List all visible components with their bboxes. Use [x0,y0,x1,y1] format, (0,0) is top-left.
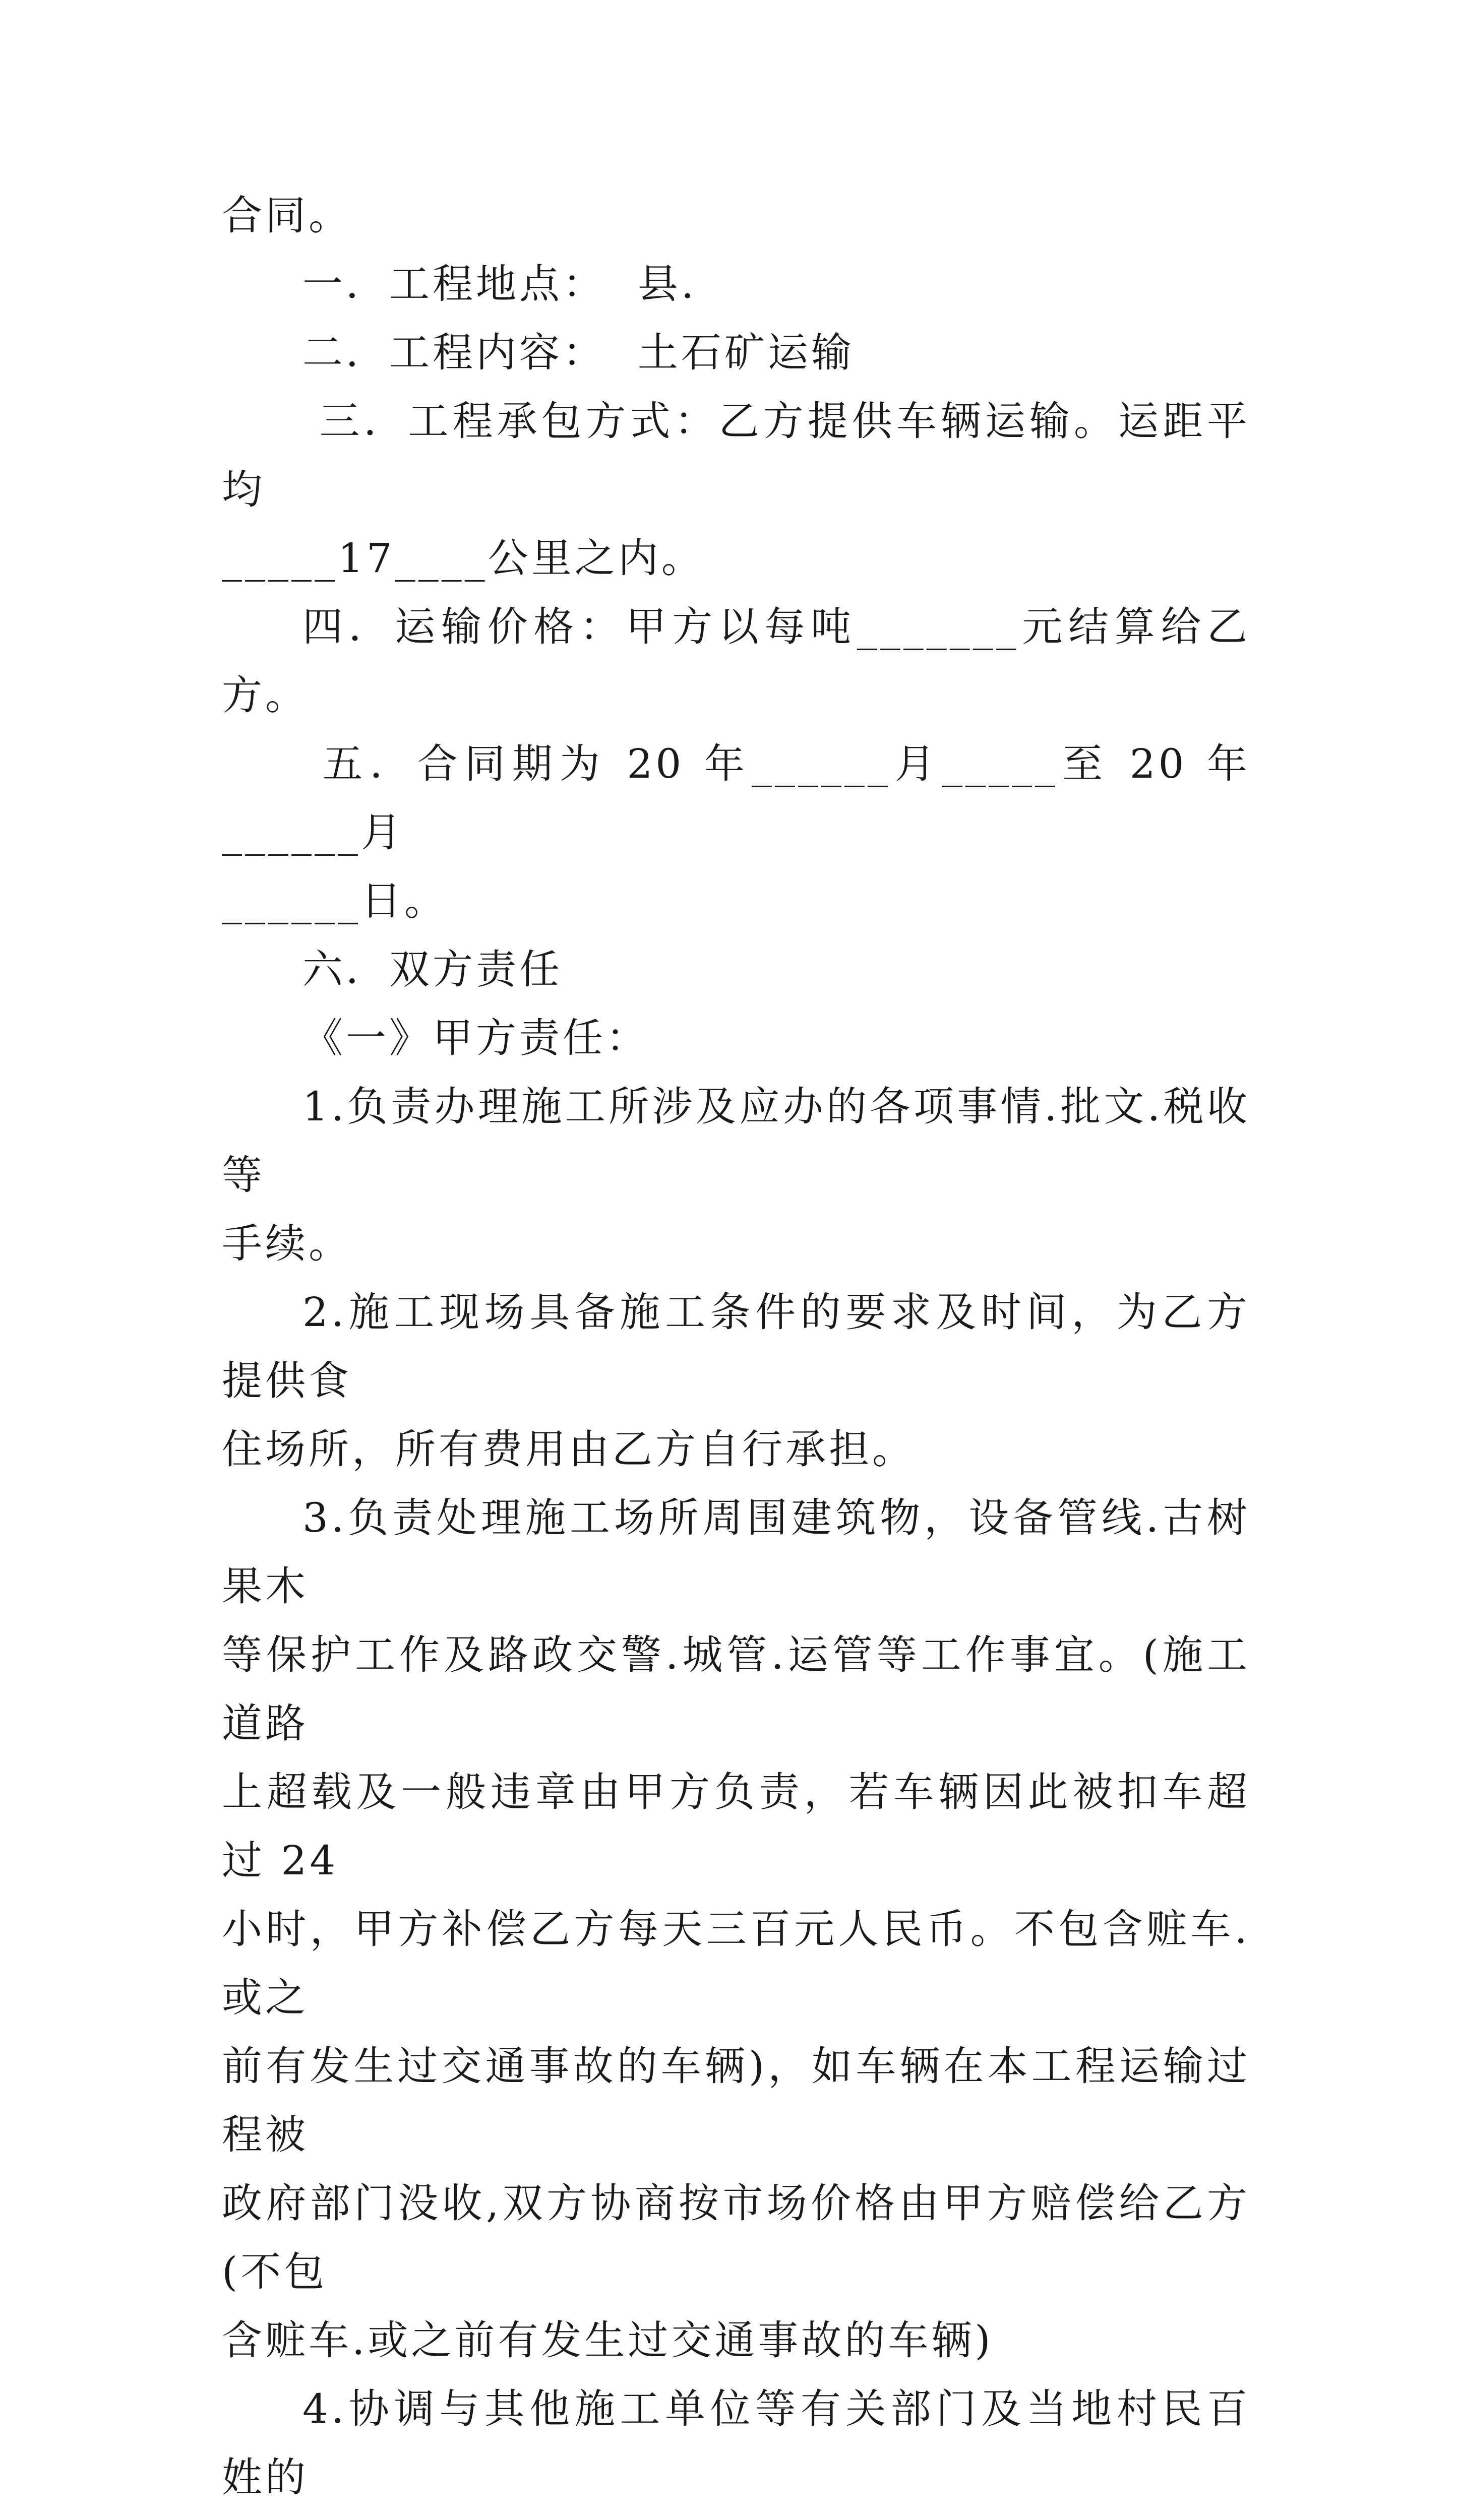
contract-body [222,181,1250,2520]
text-line: 等保护工作及路政交警.城管.运管等工作事宜。(施工道路 [222,1631,1250,1747]
section-heading: 六．双方责任 [302,946,563,993]
text-line: 前有发生过交通事故的车辆)，如车辆在本工程运输过程被 [222,2043,1250,2158]
text-line: 4.协调与其他施工单位等有关部门及当地村民百姓的 [222,2385,1250,2501]
text-line: 二．工程内容： 土石矿运输 [302,329,855,376]
text-line: 三．工程承包方式：乙方提供车辆运输。运距平均 [222,398,1251,513]
text-line: 五．合同期为 20 年______月_____至 20 年______月 [222,740,1250,856]
text-line: 一．工程地点： 县. [302,261,697,307]
subsection-heading: 《一》甲方责任： [302,1015,649,1061]
text-line: 政府部门没收,双方协商按市场价格由甲方赔偿给乙方(不包 [222,2180,1250,2295]
text-line [222,2512,1250,2520]
text-line: 上超载及一般违章由甲方负责，若车辆因此被扣车超过 24 [222,1769,1250,1884]
text-line: 合同。 [222,192,352,239]
text-line: 1.负责办理施工所涉及应办的各项事情.批文.税收等 [222,1083,1250,1199]
text-line: 含赃车.或之前有发生过交通事故的车辆) [222,2317,994,2364]
text-line: 2.施工现场具备施工条件的要求及时间，为乙方提供食 [222,1289,1250,1404]
text-line: 小时，甲方补偿乙方每天三百元人民币。不包含赃车.或之 [222,1906,1250,2021]
text-line: 住场所，所有费用由乙方自行承担。 [222,1426,916,1473]
text-line: 3.负责处理施工场所周围建筑物，设备管线.古树果木 [222,1494,1250,1610]
text-line: _____17____公里之内。 [222,535,705,582]
text-line: 手续。 [222,1220,352,1267]
text-line: ______日。 [222,877,448,924]
text-line: 四．运输价格：甲方以每吨_______元结算给乙方。 [222,603,1250,719]
